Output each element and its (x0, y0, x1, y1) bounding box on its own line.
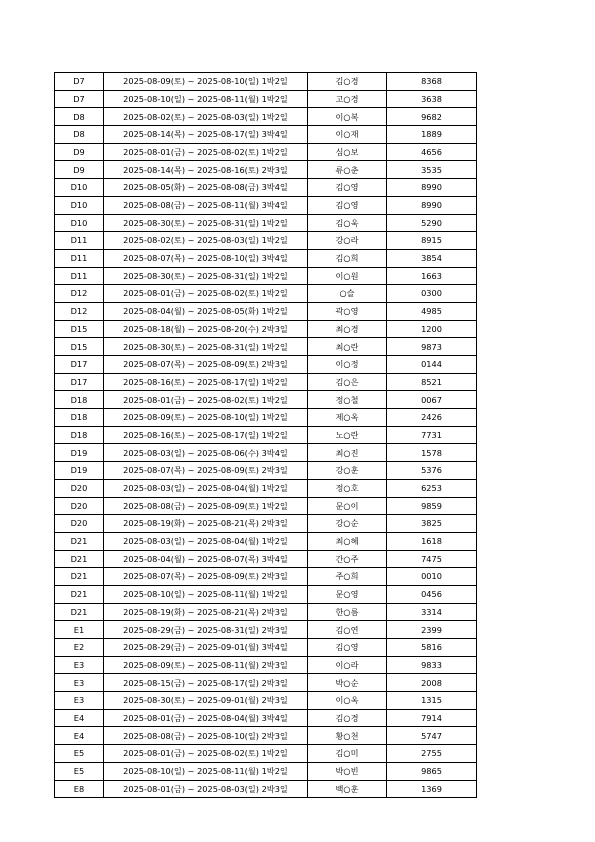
name-cell: 류○춘 (308, 161, 387, 179)
table-row (55, 232, 477, 250)
table-row (55, 285, 477, 303)
table-row (55, 656, 477, 674)
name-cell: 김○연 (308, 621, 387, 639)
name-cell: 박○빈 (308, 762, 387, 780)
period-cell: 2025-08-30(토) ~ 2025-08-31(일) 1박2일 (104, 214, 308, 232)
code-cell: 8990 (387, 196, 477, 214)
code-cell: 0067 (387, 391, 477, 409)
table-row (55, 479, 477, 497)
table-row (55, 108, 477, 126)
code-cell: 1369 (387, 780, 477, 798)
code-cell: 7475 (387, 550, 477, 568)
name-cell: 김○영 (308, 639, 387, 657)
room-cell: D9 (55, 143, 104, 161)
table-row (55, 674, 477, 692)
table-row (55, 302, 477, 320)
code-cell: 2426 (387, 409, 477, 427)
code-cell: 8521 (387, 373, 477, 391)
period-cell: 2025-08-01(금) ~ 2025-08-02(토) 1박2일 (104, 285, 308, 303)
period-cell: 2025-08-09(토) ~ 2025-08-11(월) 2박3일 (104, 656, 308, 674)
period-cell: 2025-08-29(금) ~ 2025-09-01(월) 3박4일 (104, 639, 308, 657)
table-row (55, 249, 477, 267)
room-cell: D7 (55, 90, 104, 108)
table-row (55, 709, 477, 727)
name-cell: 김○영 (308, 179, 387, 197)
room-cell: E3 (55, 674, 104, 692)
room-cell: D20 (55, 497, 104, 515)
name-cell: 정○철 (308, 391, 387, 409)
room-cell: E4 (55, 709, 104, 727)
room-cell: D21 (55, 550, 104, 568)
room-cell: D11 (55, 249, 104, 267)
room-cell: D18 (55, 409, 104, 427)
name-cell: ○슬 (308, 285, 387, 303)
room-cell: D17 (55, 356, 104, 374)
code-cell: 7731 (387, 426, 477, 444)
period-cell: 2025-08-08(금) ~ 2025-08-11(월) 3박4일 (104, 196, 308, 214)
name-cell: 이○복 (308, 108, 387, 126)
code-cell: 1315 (387, 692, 477, 710)
name-cell: 강○훈 (308, 462, 387, 480)
name-cell: 이○원 (308, 267, 387, 285)
table-row (55, 338, 477, 356)
period-cell: 2025-08-29(금) ~ 2025-08-31(일) 2박3일 (104, 621, 308, 639)
room-cell: D15 (55, 320, 104, 338)
room-cell: D8 (55, 108, 104, 126)
name-cell: 김○경 (308, 709, 387, 727)
room-cell: E4 (55, 727, 104, 745)
code-cell: 4656 (387, 143, 477, 161)
name-cell: 김○욱 (308, 214, 387, 232)
name-cell: 최○혜 (308, 532, 387, 550)
name-cell: 이○옥 (308, 692, 387, 710)
period-cell: 2025-08-03(일) ~ 2025-08-04(월) 1박2일 (104, 532, 308, 550)
code-cell: 1200 (387, 320, 477, 338)
code-cell: 8368 (387, 73, 477, 91)
period-cell: 2025-08-07(목) ~ 2025-08-10(일) 3박4일 (104, 249, 308, 267)
period-cell: 2025-08-14(목) ~ 2025-08-17(일) 3박4일 (104, 126, 308, 144)
room-cell: D18 (55, 391, 104, 409)
period-cell: 2025-08-30(토) ~ 2025-09-01(월) 2박3일 (104, 692, 308, 710)
code-cell: 5816 (387, 639, 477, 657)
code-cell: 1889 (387, 126, 477, 144)
name-cell: 고○경 (308, 90, 387, 108)
table-row (55, 639, 477, 657)
name-cell: 주○희 (308, 568, 387, 586)
code-cell: 5290 (387, 214, 477, 232)
name-cell: 이○라 (308, 656, 387, 674)
room-cell: E5 (55, 762, 104, 780)
name-cell: 한○름 (308, 603, 387, 621)
period-cell: 2025-08-16(토) ~ 2025-08-17(일) 1박2일 (104, 373, 308, 391)
period-cell: 2025-08-08(금) ~ 2025-08-10(일) 2박3일 (104, 727, 308, 745)
name-cell: 김○미 (308, 745, 387, 763)
table-row (55, 515, 477, 533)
table-row (55, 444, 477, 462)
code-cell: 9859 (387, 497, 477, 515)
table-row (55, 568, 477, 586)
name-cell: 김○희 (308, 249, 387, 267)
code-cell: 3314 (387, 603, 477, 621)
name-cell: 김○은 (308, 373, 387, 391)
period-cell: 2025-08-09(토) ~ 2025-08-10(일) 1박2일 (104, 409, 308, 427)
reservation-table (54, 72, 477, 798)
code-cell: 3638 (387, 90, 477, 108)
room-cell: D10 (55, 214, 104, 232)
table-row (55, 727, 477, 745)
table-row (55, 196, 477, 214)
name-cell: 최○란 (308, 338, 387, 356)
period-cell: 2025-08-04(월) ~ 2025-08-05(화) 1박2일 (104, 302, 308, 320)
table-row (55, 603, 477, 621)
period-cell: 2025-08-05(화) ~ 2025-08-08(금) 3박4일 (104, 179, 308, 197)
period-cell: 2025-08-30(토) ~ 2025-08-31(일) 1박2일 (104, 338, 308, 356)
period-cell: 2025-08-01(금) ~ 2025-08-03(일) 2박3일 (104, 780, 308, 798)
period-cell: 2025-08-01(금) ~ 2025-08-02(토) 1박2일 (104, 391, 308, 409)
period-cell: 2025-08-19(화) ~ 2025-08-21(목) 2박3일 (104, 515, 308, 533)
room-cell: E5 (55, 745, 104, 763)
table-row (55, 373, 477, 391)
period-cell: 2025-08-04(월) ~ 2025-08-07(목) 3박4일 (104, 550, 308, 568)
name-cell: 강○라 (308, 232, 387, 250)
table-row (55, 143, 477, 161)
table-row (55, 462, 477, 480)
period-cell: 2025-08-16(토) ~ 2025-08-17(일) 1박2일 (104, 426, 308, 444)
name-cell: 이○재 (308, 126, 387, 144)
room-cell: D19 (55, 462, 104, 480)
table-row (55, 621, 477, 639)
name-cell: 황○천 (308, 727, 387, 745)
code-cell: 1663 (387, 267, 477, 285)
code-cell: 4985 (387, 302, 477, 320)
code-cell: 5747 (387, 727, 477, 745)
room-cell: E3 (55, 692, 104, 710)
table-row (55, 267, 477, 285)
name-cell: 제○옥 (308, 409, 387, 427)
period-cell: 2025-08-30(토) ~ 2025-08-31(일) 1박2일 (104, 267, 308, 285)
period-cell: 2025-08-18(월) ~ 2025-08-20(수) 2박3일 (104, 320, 308, 338)
name-cell: 심○보 (308, 143, 387, 161)
name-cell: 김○경 (308, 73, 387, 91)
period-cell: 2025-08-03(일) ~ 2025-08-06(수) 3박4일 (104, 444, 308, 462)
room-cell: D21 (55, 532, 104, 550)
room-cell: D10 (55, 196, 104, 214)
table-row (55, 161, 477, 179)
table-row (55, 585, 477, 603)
period-cell: 2025-08-02(토) ~ 2025-08-03(일) 1박2일 (104, 108, 308, 126)
code-cell: 8915 (387, 232, 477, 250)
table-row (55, 409, 477, 427)
period-cell: 2025-08-02(토) ~ 2025-08-03(일) 1박2일 (104, 232, 308, 250)
room-cell: D20 (55, 479, 104, 497)
name-cell: 노○란 (308, 426, 387, 444)
room-cell: D9 (55, 161, 104, 179)
room-cell: D21 (55, 568, 104, 586)
code-cell: 0300 (387, 285, 477, 303)
table-row (55, 320, 477, 338)
table-row (55, 126, 477, 144)
name-cell: 이○정 (308, 356, 387, 374)
table-row (55, 356, 477, 374)
room-cell: E8 (55, 780, 104, 798)
name-cell: 간○주 (308, 550, 387, 568)
period-cell: 2025-08-10(일) ~ 2025-08-11(월) 1박2일 (104, 90, 308, 108)
room-cell: D17 (55, 373, 104, 391)
name-cell: 박○순 (308, 674, 387, 692)
code-cell: 1578 (387, 444, 477, 462)
room-cell: D15 (55, 338, 104, 356)
code-cell: 2008 (387, 674, 477, 692)
room-cell: D18 (55, 426, 104, 444)
room-cell: D11 (55, 267, 104, 285)
code-cell: 5376 (387, 462, 477, 480)
name-cell: 강○순 (308, 515, 387, 533)
room-cell: D20 (55, 515, 104, 533)
name-cell: 정○호 (308, 479, 387, 497)
room-cell: D7 (55, 73, 104, 91)
room-cell: E2 (55, 639, 104, 657)
room-cell: D10 (55, 179, 104, 197)
table-row (55, 214, 477, 232)
code-cell: 2399 (387, 621, 477, 639)
code-cell: 0456 (387, 585, 477, 603)
period-cell: 2025-08-01(금) ~ 2025-08-04(월) 3박4일 (104, 709, 308, 727)
period-cell: 2025-08-07(목) ~ 2025-08-09(토) 2박3일 (104, 568, 308, 586)
period-cell: 2025-08-07(목) ~ 2025-08-09(토) 2박3일 (104, 356, 308, 374)
table-row (55, 179, 477, 197)
room-cell: E3 (55, 656, 104, 674)
table-row (55, 780, 477, 798)
room-cell: D12 (55, 285, 104, 303)
period-cell: 2025-08-19(화) ~ 2025-08-21(목) 2박3일 (104, 603, 308, 621)
code-cell: 7914 (387, 709, 477, 727)
table-row (55, 90, 477, 108)
code-cell: 9865 (387, 762, 477, 780)
code-cell: 9873 (387, 338, 477, 356)
period-cell: 2025-08-01(금) ~ 2025-08-02(토) 1박2일 (104, 143, 308, 161)
name-cell: 최○진 (308, 444, 387, 462)
code-cell: 3535 (387, 161, 477, 179)
name-cell: 문○영 (308, 585, 387, 603)
code-cell: 6253 (387, 479, 477, 497)
code-cell: 1618 (387, 532, 477, 550)
code-cell: 0144 (387, 356, 477, 374)
table-row (55, 497, 477, 515)
table-row (55, 532, 477, 550)
room-cell: D21 (55, 585, 104, 603)
room-cell: D12 (55, 302, 104, 320)
name-cell: 문○이 (308, 497, 387, 515)
table-row (55, 692, 477, 710)
name-cell: 백○훈 (308, 780, 387, 798)
period-cell: 2025-08-10(일) ~ 2025-08-11(월) 1박2일 (104, 762, 308, 780)
table-row (55, 762, 477, 780)
code-cell: 3825 (387, 515, 477, 533)
table-row (55, 745, 477, 763)
period-cell: 2025-08-07(목) ~ 2025-08-09(토) 2박3일 (104, 462, 308, 480)
name-cell: 최○경 (308, 320, 387, 338)
period-cell: 2025-08-14(목) ~ 2025-08-16(토) 2박3일 (104, 161, 308, 179)
period-cell: 2025-08-03(일) ~ 2025-08-04(월) 1박2일 (104, 479, 308, 497)
period-cell: 2025-08-10(일) ~ 2025-08-11(월) 1박2일 (104, 585, 308, 603)
period-cell: 2025-08-15(금) ~ 2025-08-17(일) 2박3일 (104, 674, 308, 692)
table-row (55, 391, 477, 409)
room-cell: D21 (55, 603, 104, 621)
table-row (55, 550, 477, 568)
name-cell: 김○영 (308, 196, 387, 214)
room-cell: E1 (55, 621, 104, 639)
room-cell: D19 (55, 444, 104, 462)
code-cell: 9682 (387, 108, 477, 126)
name-cell: 곽○영 (308, 302, 387, 320)
room-cell: D8 (55, 126, 104, 144)
table-row (55, 73, 477, 91)
reservation-table-body (55, 73, 477, 798)
code-cell: 9833 (387, 656, 477, 674)
code-cell: 0010 (387, 568, 477, 586)
table-row (55, 426, 477, 444)
period-cell: 2025-08-01(금) ~ 2025-08-02(토) 1박2일 (104, 745, 308, 763)
code-cell: 3854 (387, 249, 477, 267)
room-cell: D11 (55, 232, 104, 250)
period-cell: 2025-08-08(금) ~ 2025-08-09(토) 1박2일 (104, 497, 308, 515)
code-cell: 2755 (387, 745, 477, 763)
period-cell: 2025-08-09(토) ~ 2025-08-10(일) 1박2일 (104, 73, 308, 91)
code-cell: 8990 (387, 179, 477, 197)
